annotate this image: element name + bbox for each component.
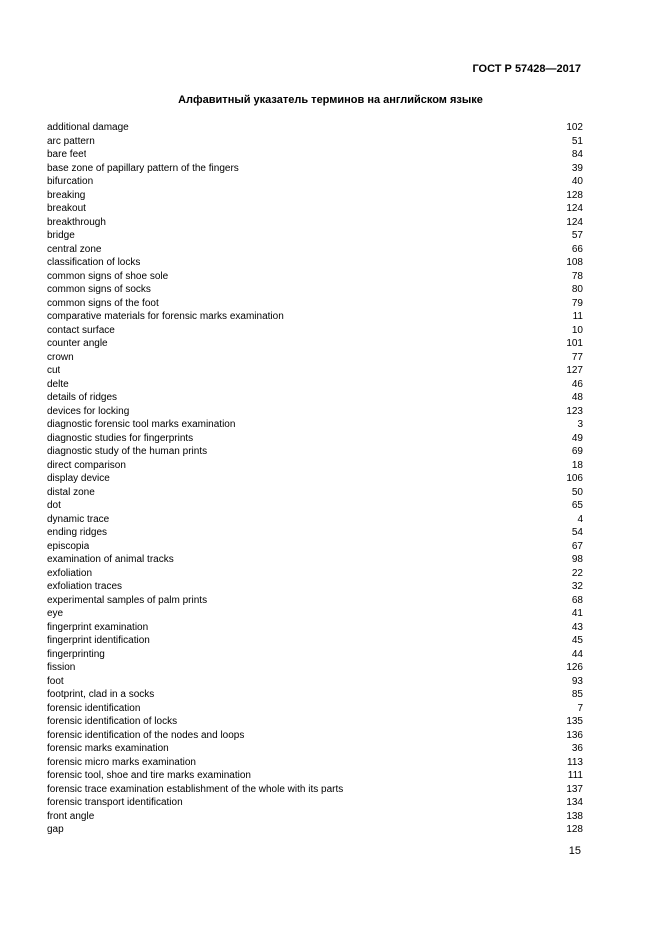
index-entry: [47, 378, 583, 392]
index-page-ref: 84: [571, 149, 583, 160]
index-page-ref: 80: [571, 284, 583, 295]
index-entry: [47, 742, 583, 756]
index-term: bifurcation: [47, 176, 94, 187]
index-page-ref: 54: [571, 527, 583, 538]
index-term: cut: [47, 365, 61, 376]
index-entry: [47, 135, 583, 149]
index-term: forensic identification of the nodes and loops: [47, 729, 245, 741]
index-page-ref: 101: [566, 338, 583, 349]
index-term: central zone: [47, 243, 102, 255]
index-entry: [47, 310, 583, 324]
index-page-ref: 67: [571, 540, 583, 552]
index-term: fingerprinting: [47, 648, 105, 660]
index-page-ref: 123: [566, 405, 583, 417]
index-entry: [47, 715, 583, 729]
index-page-ref: 45: [571, 635, 583, 646]
index-term: exfoliation traces: [47, 581, 123, 592]
page-number: 15: [568, 845, 581, 857]
index-page-ref: 85: [571, 689, 583, 700]
index-entry: [47, 337, 583, 351]
index-term: direct comparison: [47, 459, 126, 471]
index-term: fission: [47, 662, 76, 673]
index-page-ref: 98: [571, 554, 583, 565]
index-term: bare feet: [47, 149, 87, 160]
index-page-ref: 128: [566, 824, 583, 835]
index-page-ref: 102: [566, 122, 583, 133]
index-entry: [47, 148, 583, 162]
index-term: forensic tool, shoe and tire marks examination: [47, 770, 251, 781]
index-term: contact surface: [47, 324, 115, 336]
index-entry: [47, 675, 583, 689]
index-page-ref: 137: [566, 783, 583, 795]
index-term: foot: [47, 675, 64, 687]
index-term: ending ridges: [47, 527, 108, 538]
index-page-ref: 93: [571, 675, 583, 687]
index-entry: [47, 769, 583, 783]
index-term: experimental samples of palm prints: [47, 594, 208, 606]
index-entry: [47, 499, 583, 513]
index-page-ref: 113: [567, 756, 583, 768]
index-page-ref: 126: [566, 662, 583, 673]
index-page-ref: 136: [566, 729, 583, 741]
index-entry: [47, 391, 583, 405]
index-entry: [47, 351, 583, 365]
index-entry: [47, 405, 583, 419]
index-term: common signs of socks: [47, 284, 151, 295]
index-term: classification of locks: [47, 257, 141, 268]
index-page-ref: 40: [571, 176, 583, 187]
index-term: diagnostic studies for fingerprints: [47, 432, 194, 444]
index-term: distal zone: [47, 486, 95, 498]
index-entry: [47, 634, 583, 648]
index-term: crown: [47, 351, 74, 363]
index-term: forensic micro marks examination: [47, 756, 196, 768]
index-entry: [47, 418, 583, 432]
index-entry: [47, 661, 583, 675]
index-entry: [47, 297, 583, 311]
index-entry: [47, 580, 583, 594]
index-term: bridge: [47, 230, 75, 241]
index-entry: [47, 553, 583, 567]
index-entry: [47, 459, 583, 473]
index-page-ref: 124: [566, 203, 583, 214]
index-entry: [47, 243, 583, 257]
index-page-ref: 36: [571, 743, 583, 754]
index-term: common signs of the foot: [47, 297, 159, 309]
index-term: common signs of shoe sole: [47, 270, 169, 282]
index-entry: [47, 648, 583, 662]
index-term: details of ridges: [47, 392, 118, 403]
index-page-ref: 77: [571, 351, 583, 363]
page-title: Алфавитный указатель терминов на английском языке: [178, 94, 483, 106]
index-entry: [47, 202, 583, 216]
index-page-ref: 10: [571, 324, 583, 336]
index-entry: [47, 823, 583, 837]
index-term: diagnostic study of the human prints: [47, 446, 208, 457]
index-term: forensic identification: [47, 702, 141, 714]
index-term: gap: [47, 824, 64, 835]
index-entry: [47, 729, 583, 743]
index-page-ref: 46: [571, 378, 583, 390]
index-term: footprint, clad in a socks: [47, 689, 155, 700]
index-page-ref: 43: [571, 621, 583, 633]
index-entry: [47, 189, 583, 203]
index-page-ref: 48: [571, 392, 583, 403]
index-term: devices for locking: [47, 405, 130, 417]
index-entry: [47, 702, 583, 716]
index-page-ref: 124: [566, 216, 583, 228]
index-entry: [47, 256, 583, 270]
index-term: dynamic trace: [47, 513, 110, 525]
index-term: display device: [47, 473, 110, 484]
index-entry: [47, 270, 583, 284]
index-entry: [47, 445, 583, 459]
index-term: front angle: [47, 810, 95, 822]
index-page-ref: 108: [566, 257, 583, 268]
index-page-ref: 22: [571, 567, 583, 579]
index-page-ref: 68: [571, 594, 583, 606]
index-term: exfoliation: [47, 567, 93, 579]
index-term: comparative materials for forensic marks examination: [47, 311, 284, 322]
index-page-ref: 57: [571, 230, 583, 241]
index-entry: [47, 175, 583, 189]
index-term: forensic identification of locks: [47, 716, 178, 727]
index-term: diagnostic forensic tool marks examination: [47, 419, 236, 430]
index-page-ref: 111: [567, 770, 583, 781]
index-term: fingerprint examination: [47, 621, 149, 633]
index-entry: [47, 607, 583, 621]
index-page-ref: 69: [571, 446, 583, 457]
index-entry: [47, 121, 583, 135]
index-entry: [47, 540, 583, 554]
index-term: examination of animal tracks: [47, 554, 174, 565]
index-term: counter angle: [47, 338, 108, 349]
index-term: forensic transport identification: [47, 797, 183, 808]
index-page-ref: 127: [566, 365, 583, 376]
index-page-ref: 51: [571, 135, 583, 147]
index-term: episcopia: [47, 540, 90, 552]
index-entry: [47, 810, 583, 824]
index-entry: [47, 796, 583, 810]
index-page-ref: 128: [566, 189, 583, 201]
index-page-ref: 138: [566, 810, 583, 822]
index-page-ref: 66: [571, 243, 583, 255]
index-page-ref: 65: [571, 500, 583, 511]
index-entry: [47, 513, 583, 527]
index-page-ref: 106: [566, 473, 583, 484]
index-entry: [47, 472, 583, 486]
index-page-ref: 135: [566, 716, 583, 727]
index-entry: [47, 432, 583, 446]
index-term: forensic trace examination establishment of the whole with its parts: [47, 783, 344, 795]
index-term: breakout: [47, 203, 86, 214]
index-page-ref: 79: [571, 297, 583, 309]
index-term: breaking: [47, 189, 86, 201]
index-entry: [47, 162, 583, 176]
index-page-ref: 78: [571, 270, 583, 282]
index-term: base zone of papillary pattern of the fingers: [47, 162, 239, 174]
index-term: eye: [47, 608, 64, 619]
index-page-ref: 32: [571, 581, 583, 592]
index-page-ref: 44: [571, 648, 583, 660]
index-term: additional damage: [47, 122, 129, 133]
index-term: dot: [47, 500, 61, 511]
index-entry: [47, 688, 583, 702]
index-page-ref: 50: [571, 486, 583, 498]
index-page-ref: 3: [577, 419, 583, 430]
index-entry: [47, 621, 583, 635]
index-entry: [47, 526, 583, 540]
document-code: ГОСТ Р 57428—2017: [472, 63, 581, 75]
index-page-ref: 18: [571, 459, 583, 471]
index-term: fingerprint identification: [47, 635, 150, 646]
index-entry: [47, 364, 583, 378]
term-index-list: [47, 121, 583, 837]
index-page-ref: 49: [571, 432, 583, 444]
index-entry: [47, 283, 583, 297]
index-page-ref: 7: [577, 702, 583, 714]
index-term: arc pattern: [47, 135, 95, 147]
index-entry: [47, 216, 583, 230]
index-page-ref: 4: [577, 513, 583, 525]
index-page-ref: 134: [566, 797, 583, 808]
index-entry: [47, 567, 583, 581]
index-page-ref: 11: [572, 311, 583, 322]
index-entry: [47, 486, 583, 500]
index-term: forensic marks examination: [47, 743, 169, 754]
index-entry: [47, 594, 583, 608]
index-entry: [47, 756, 583, 770]
index-entry: [47, 229, 583, 243]
index-page-ref: 39: [571, 162, 583, 174]
index-entry: [47, 324, 583, 338]
index-term: delte: [47, 378, 69, 390]
index-page-ref: 41: [571, 608, 583, 619]
index-entry: [47, 783, 583, 797]
index-term: breakthrough: [47, 216, 106, 228]
